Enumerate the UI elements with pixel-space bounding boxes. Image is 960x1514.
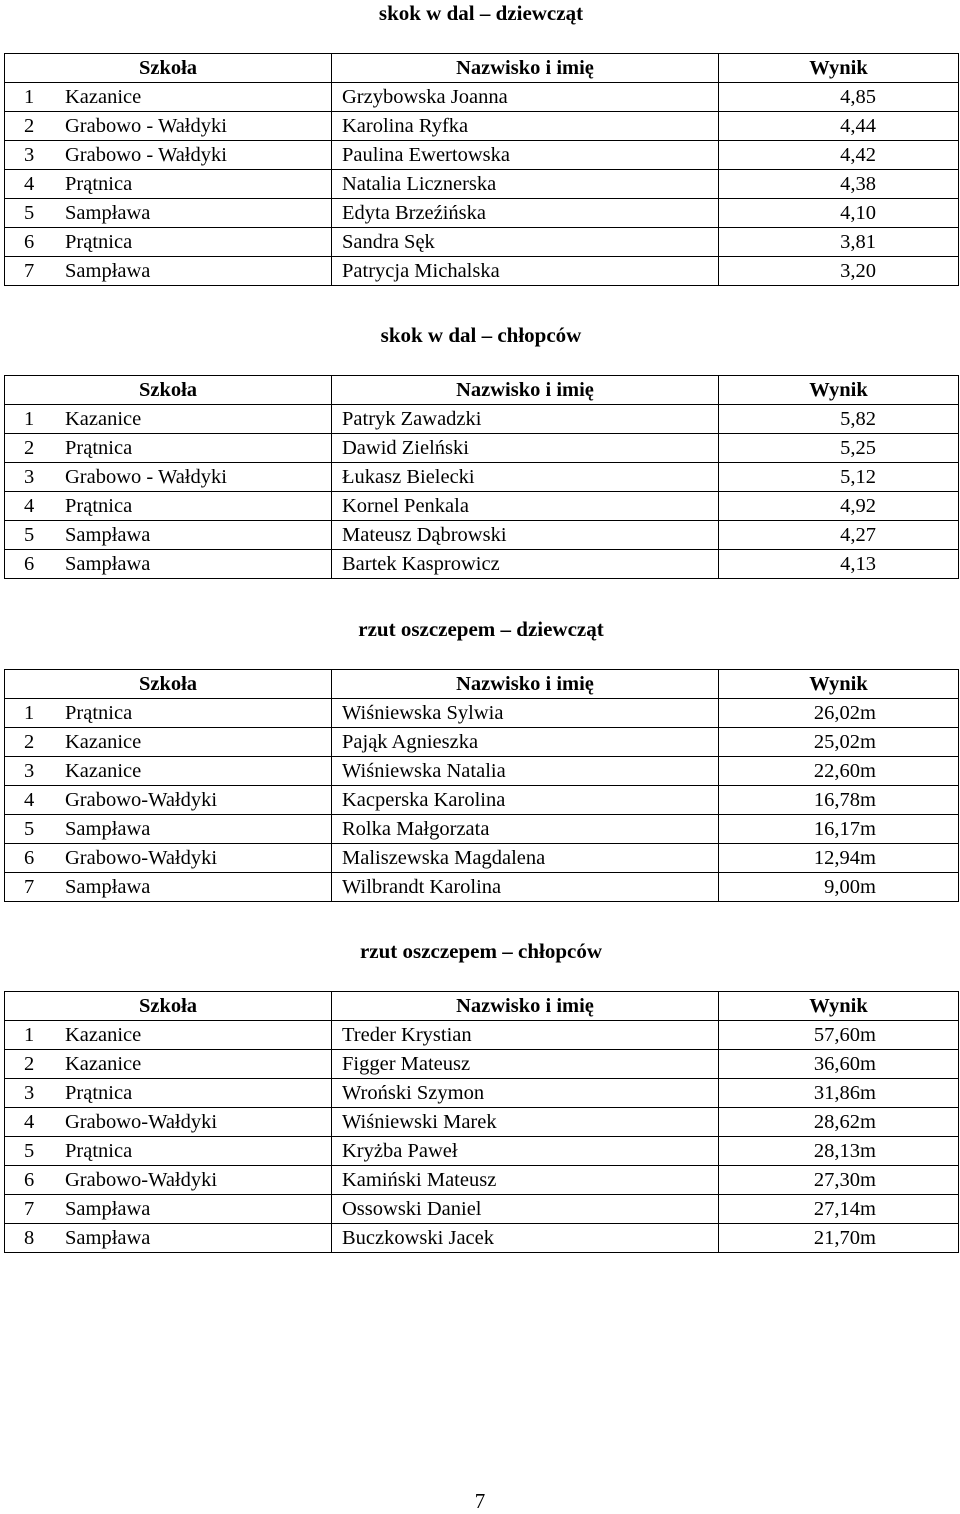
- result-value: 3,20: [719, 257, 959, 286]
- place-number: 7: [24, 1198, 35, 1220]
- athlete-name: Buczkowski Jacek: [332, 1224, 719, 1253]
- school-cell: [5, 141, 332, 170]
- table-row: [5, 405, 959, 434]
- header-school: Szkoła: [5, 376, 332, 405]
- athlete-name: Karolina Ryfka: [332, 112, 719, 141]
- result-value: 9,00m: [719, 873, 959, 902]
- result-value: 3,81: [719, 228, 959, 257]
- table-row: [5, 521, 959, 550]
- table-row: [5, 1021, 959, 1050]
- result-value: 12,94m: [719, 844, 959, 873]
- school-cell: [5, 1224, 332, 1253]
- school-name: Kazanice: [65, 760, 142, 782]
- athlete-name: Patryk Zawadzki: [332, 405, 719, 434]
- place-number: 6: [24, 553, 35, 575]
- section-title: skok w dal – dziewcząt: [378, 1, 584, 25]
- result-value: 4,38: [719, 170, 959, 199]
- table-row: [5, 199, 959, 228]
- athlete-name: Wiśniewska Sylwia: [332, 699, 719, 728]
- school-name: Prątnica: [65, 495, 133, 517]
- school-cell: [5, 521, 332, 550]
- result-value: 27,30m: [719, 1166, 959, 1195]
- athlete-name: Wilbrandt Karolina: [332, 873, 719, 902]
- school-name: Grabowo - Wałdyki: [65, 466, 227, 488]
- section-title: rzut oszczepem – dziewcząt: [358, 617, 604, 641]
- header-name: Nazwisko i imię: [332, 992, 719, 1021]
- result-value: 26,02m: [719, 699, 959, 728]
- table-row: [5, 463, 959, 492]
- header-school: Szkoła: [5, 670, 332, 699]
- result-value: 31,86m: [719, 1079, 959, 1108]
- athlete-name: Treder Krystian: [332, 1021, 719, 1050]
- place-number: 7: [24, 876, 35, 898]
- school-cell: [5, 699, 332, 728]
- table-row: [5, 873, 959, 902]
- place-number: 2: [24, 731, 35, 753]
- result-value: 22,60m: [719, 757, 959, 786]
- table-row: [5, 757, 959, 786]
- place-number: 7: [24, 260, 35, 282]
- athlete-name: Ossowski Daniel: [332, 1195, 719, 1224]
- athlete-name: Łukasz Bielecki: [332, 463, 719, 492]
- table-row: [5, 728, 959, 757]
- table-row: [5, 1166, 959, 1195]
- school-name: Kazanice: [65, 86, 142, 108]
- school-name: Kazanice: [65, 1053, 142, 1075]
- school-cell: [5, 1079, 332, 1108]
- athlete-name: Kryżba Paweł: [332, 1137, 719, 1166]
- place-number: 2: [24, 1053, 35, 1075]
- place-number: 6: [24, 1169, 35, 1191]
- school-name: Prątnica: [65, 231, 133, 253]
- result-value: 57,60m: [719, 1021, 959, 1050]
- school-cell: [5, 170, 332, 199]
- result-value: 36,60m: [719, 1050, 959, 1079]
- result-value: 5,25: [719, 434, 959, 463]
- school-cell: [5, 199, 332, 228]
- table-row: [5, 112, 959, 141]
- place-number: 5: [24, 202, 35, 224]
- school-cell: [5, 786, 332, 815]
- table-row: [5, 1108, 959, 1137]
- header-school: Szkoła: [5, 54, 332, 83]
- result-value: 28,62m: [719, 1108, 959, 1137]
- table-header-row: [5, 54, 959, 83]
- header-name: Nazwisko i imię: [332, 54, 719, 83]
- athlete-name: Grzybowska Joanna: [332, 83, 719, 112]
- athlete-name: Kacperska Karolina: [332, 786, 719, 815]
- place-number: 1: [24, 86, 35, 108]
- result-value: 4,13: [719, 550, 959, 579]
- school-cell: [5, 1166, 332, 1195]
- school-cell: [5, 844, 332, 873]
- athlete-name: Wiśniewski Marek: [332, 1108, 719, 1137]
- athlete-name: Paulina Ewertowska: [332, 141, 719, 170]
- place-number: 6: [24, 847, 35, 869]
- school-name: Kazanice: [65, 1024, 142, 1046]
- place-number: 4: [24, 789, 35, 811]
- school-name: Grabowo-Wałdyki: [65, 1111, 218, 1133]
- place-number: 4: [24, 173, 35, 195]
- place-number: 2: [24, 437, 35, 459]
- place-number: 6: [24, 231, 35, 253]
- table-row: [5, 550, 959, 579]
- table-row: [5, 1195, 959, 1224]
- section-title: rzut oszczepem – chłopców: [359, 939, 602, 963]
- school-cell: [5, 434, 332, 463]
- athlete-name: Mateusz Dąbrowski: [332, 521, 719, 550]
- school-name: Grabowo-Wałdyki: [65, 847, 218, 869]
- header-result: Wynik: [719, 670, 959, 699]
- place-number: 4: [24, 495, 35, 517]
- school-cell: [5, 1108, 332, 1137]
- school-cell: [5, 1021, 332, 1050]
- school-name: Sampława: [65, 202, 151, 224]
- school-name: Prątnica: [65, 173, 133, 195]
- school-cell: [5, 492, 332, 521]
- place-number: 1: [24, 702, 35, 724]
- table-row: [5, 699, 959, 728]
- school-name: Kazanice: [65, 731, 142, 753]
- athlete-name: Edyta Brzeźińska: [332, 199, 719, 228]
- result-value: 27,14m: [719, 1195, 959, 1224]
- school-cell: [5, 228, 332, 257]
- athlete-name: Bartek Kasprowicz: [332, 550, 719, 579]
- athlete-name: Kamiński Mateusz: [332, 1166, 719, 1195]
- table-row: [5, 228, 959, 257]
- table-row: [5, 1079, 959, 1108]
- school-name: Grabowo-Wałdyki: [65, 1169, 218, 1191]
- result-value: 4,42: [719, 141, 959, 170]
- place-number: 2: [24, 115, 35, 137]
- school-name: Sampława: [65, 553, 151, 575]
- school-name: Sampława: [65, 260, 151, 282]
- result-value: 5,12: [719, 463, 959, 492]
- school-name: Grabowo - Wałdyki: [65, 144, 227, 166]
- school-name: Sampława: [65, 1227, 151, 1249]
- result-value: 4,85: [719, 83, 959, 112]
- table-row: [5, 492, 959, 521]
- school-name: Prątnica: [65, 702, 133, 724]
- place-number: 3: [24, 1082, 35, 1104]
- athlete-name: Kornel Penkala: [332, 492, 719, 521]
- athlete-name: Rolka Małgorzata: [332, 815, 719, 844]
- table-header-row: [5, 376, 959, 405]
- place-number: 3: [24, 466, 35, 488]
- athlete-name: Wroński Szymon: [332, 1079, 719, 1108]
- result-value: 4,10: [719, 199, 959, 228]
- results-table: [4, 53, 959, 286]
- results-table: [4, 669, 959, 902]
- table-row: [5, 141, 959, 170]
- school-cell: [5, 815, 332, 844]
- school-cell: [5, 1195, 332, 1224]
- school-cell: [5, 757, 332, 786]
- result-value: 28,13m: [719, 1137, 959, 1166]
- table-row: [5, 844, 959, 873]
- results-table: [4, 991, 959, 1253]
- school-cell: [5, 550, 332, 579]
- place-number: 3: [24, 760, 35, 782]
- result-value: 4,27: [719, 521, 959, 550]
- school-name: Kazanice: [65, 408, 142, 430]
- school-name: Grabowo - Wałdyki: [65, 115, 227, 137]
- school-name: Grabowo-Wałdyki: [65, 789, 218, 811]
- header-result: Wynik: [719, 376, 959, 405]
- table-row: [5, 815, 959, 844]
- school-cell: [5, 728, 332, 757]
- school-name: Sampława: [65, 876, 151, 898]
- table-row: [5, 1137, 959, 1166]
- result-value: 25,02m: [719, 728, 959, 757]
- table-row: [5, 786, 959, 815]
- athlete-name: Wiśniewska Natalia: [332, 757, 719, 786]
- school-cell: [5, 1137, 332, 1166]
- header-name: Nazwisko i imię: [332, 376, 719, 405]
- table-header-row: [5, 992, 959, 1021]
- place-number: 5: [24, 1140, 35, 1162]
- athlete-name: Maliszewska Magdalena: [332, 844, 719, 873]
- school-name: Sampława: [65, 818, 151, 840]
- school-cell: [5, 257, 332, 286]
- result-value: 5,82: [719, 405, 959, 434]
- school-cell: [5, 83, 332, 112]
- athlete-name: Sandra Sęk: [332, 228, 719, 257]
- school-name: Sampława: [65, 524, 151, 546]
- table-row: [5, 257, 959, 286]
- table-row: [5, 1050, 959, 1079]
- header-result: Wynik: [719, 54, 959, 83]
- header-result: Wynik: [719, 992, 959, 1021]
- header-school: Szkoła: [5, 992, 332, 1021]
- athlete-name: Natalia Licznerska: [332, 170, 719, 199]
- result-value: 16,78m: [719, 786, 959, 815]
- result-value: 4,44: [719, 112, 959, 141]
- table-row: [5, 434, 959, 463]
- table-row: [5, 170, 959, 199]
- school-name: Prątnica: [65, 1082, 133, 1104]
- place-number: 4: [24, 1111, 35, 1133]
- results-table: [4, 375, 959, 579]
- school-name: Sampława: [65, 1198, 151, 1220]
- school-cell: [5, 112, 332, 141]
- school-cell: [5, 1050, 332, 1079]
- table-row: [5, 83, 959, 112]
- athlete-name: Figger Mateusz: [332, 1050, 719, 1079]
- athlete-name: Dawid Zielński: [332, 434, 719, 463]
- place-number: 1: [24, 408, 35, 430]
- place-number: 5: [24, 818, 35, 840]
- school-name: Prątnica: [65, 437, 133, 459]
- place-number: 5: [24, 524, 35, 546]
- section-title: skok w dal – chłopców: [380, 323, 582, 347]
- athlete-name: Patrycja Michalska: [332, 257, 719, 286]
- table-row: [5, 1224, 959, 1253]
- place-number: 1: [24, 1024, 35, 1046]
- place-number: 3: [24, 144, 35, 166]
- school-cell: [5, 873, 332, 902]
- athlete-name: Pająk Agnieszka: [332, 728, 719, 757]
- school-name: Prątnica: [65, 1140, 133, 1162]
- school-cell: [5, 463, 332, 492]
- table-header-row: [5, 670, 959, 699]
- school-cell: [5, 405, 332, 434]
- header-name: Nazwisko i imię: [332, 670, 719, 699]
- page-number: 7: [474, 1489, 486, 1513]
- result-value: 16,17m: [719, 815, 959, 844]
- result-value: 21,70m: [719, 1224, 959, 1253]
- place-number: 8: [24, 1227, 35, 1249]
- result-value: 4,92: [719, 492, 959, 521]
